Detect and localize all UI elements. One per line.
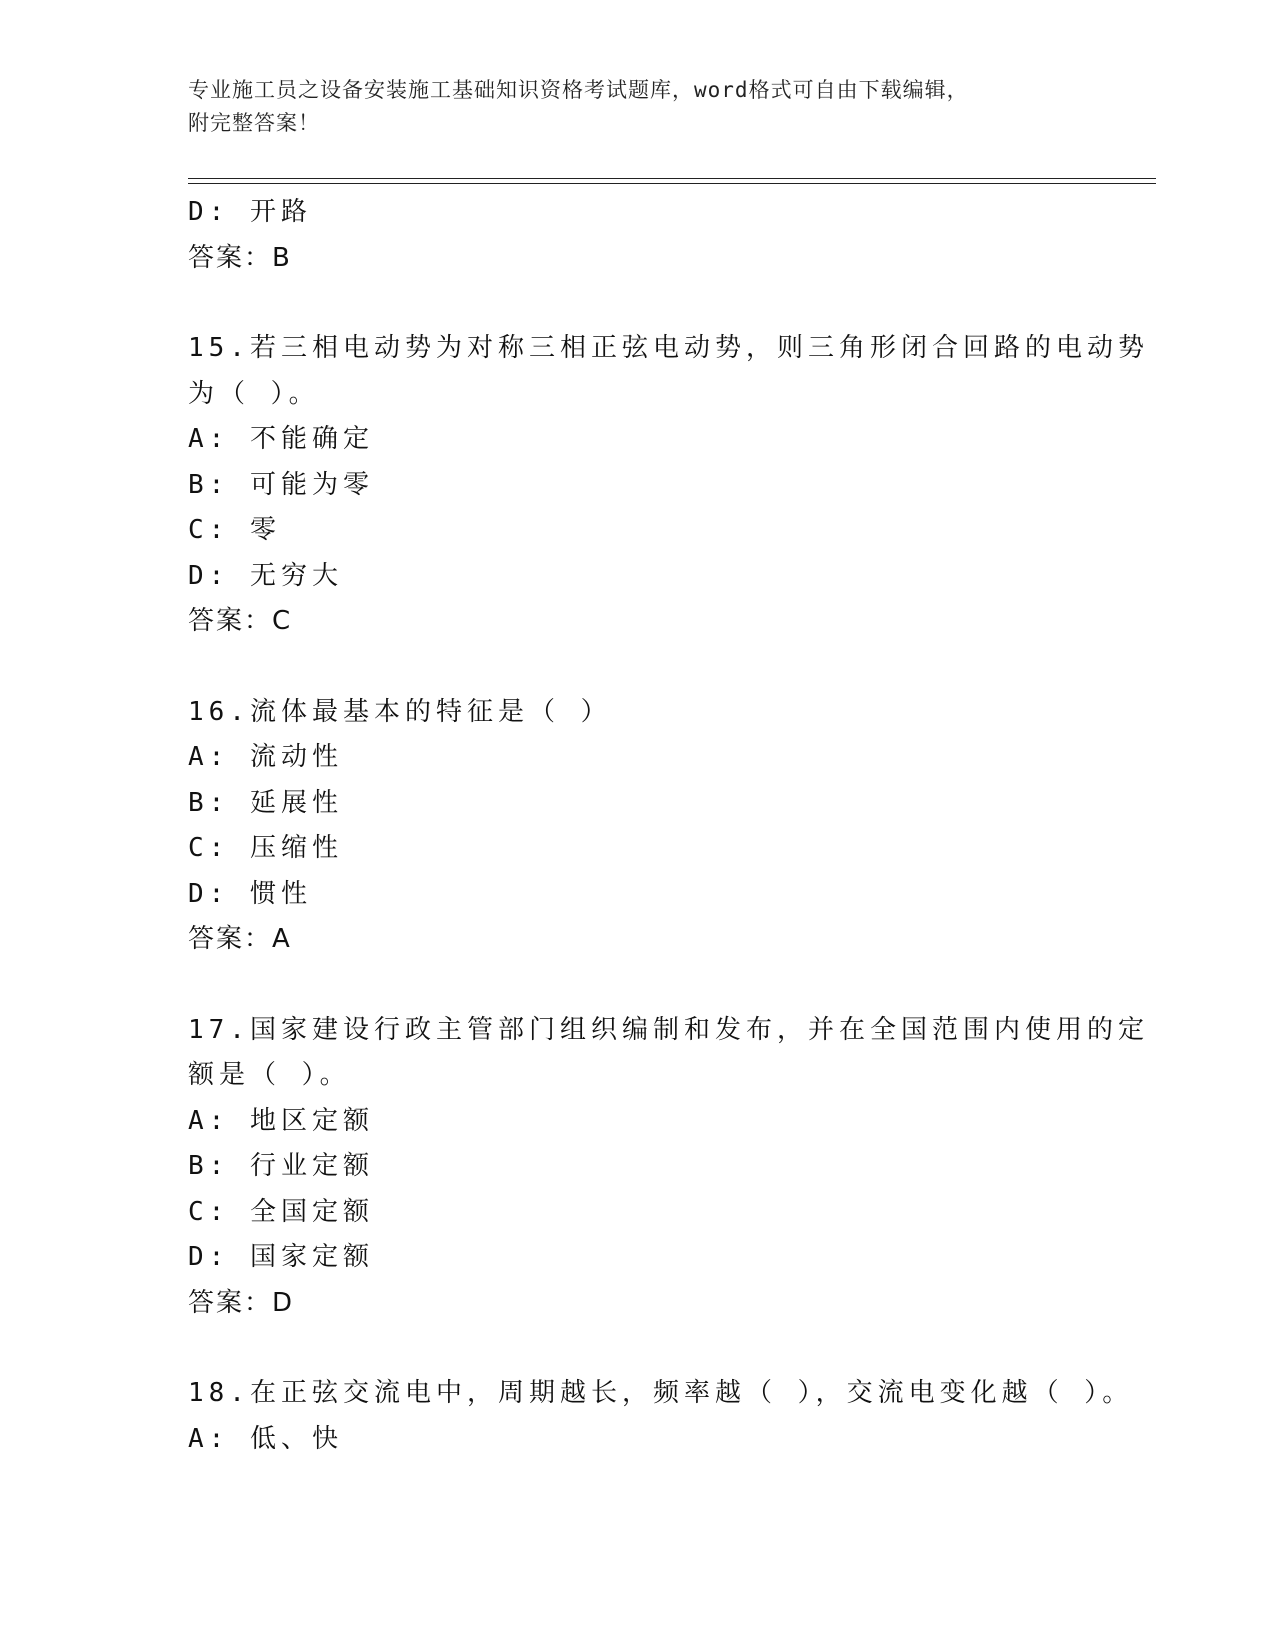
option-c: C: 全国定额 — [188, 1196, 374, 1227]
header-rule-top — [188, 178, 1156, 179]
option-b: B: 可能为零 — [188, 469, 374, 500]
option-d: D: 国家定额 — [188, 1242, 374, 1272]
question-gap — [188, 645, 1088, 690]
header-line-1: 专业施工员之设备安装施工基础知识资格考试题库，word格式可自由下载编辑， — [188, 78, 969, 102]
option-b: B: 行业定额 — [188, 1151, 374, 1181]
option-a: A: 流动性 — [188, 742, 343, 772]
option-c: C: 压缩性 — [188, 833, 343, 863]
question-text-continued: 为（ ）。 — [188, 378, 320, 409]
answer-line: 答案：D — [188, 1287, 295, 1318]
option-a: A: 低、快 — [188, 1423, 343, 1454]
question-text: 17.国家建设行政主管部门组织编制和发布，并在全国范围内使用的定 — [188, 1014, 1149, 1045]
document-header — [188, 74, 1088, 140]
option-a: A: 不能确定 — [188, 424, 374, 454]
option-a: A: 地区定额 — [188, 1105, 374, 1136]
header-rule-bottom — [188, 183, 1156, 184]
option-b: B: 延展性 — [188, 787, 343, 818]
question-block-14 — [188, 190, 1088, 281]
header-line-2: 附完整答案！ — [188, 111, 320, 135]
question-text-continued: 额是（ ）。 — [188, 1060, 351, 1090]
question-text: 15.若三相电动势为对称三相正弦电动势，则三角形闭合回路的电动势 — [188, 333, 1149, 363]
answer-line: 答案：A — [188, 924, 292, 954]
question-block-16 — [188, 690, 1088, 963]
option-d: D: 开路 — [188, 197, 312, 227]
question-text: 16.流体最基本的特征是（ ） — [188, 696, 612, 727]
answer-line: 答案：B — [188, 242, 292, 273]
option-c: C: 零 — [188, 515, 281, 545]
question-gap — [188, 281, 1088, 326]
answer-line: 答案：C — [188, 606, 293, 636]
question-list — [188, 190, 1149, 1462]
question-block-17 — [188, 1008, 1149, 1327]
question-block-15 — [188, 326, 1149, 645]
question-block-18 — [188, 1371, 1134, 1462]
option-d: D: 惯性 — [188, 878, 312, 909]
question-gap — [188, 963, 1088, 1008]
question-text: 18.在正弦交流电中，周期越长，频率越（ ），交流电变化越（ ）。 — [188, 1378, 1134, 1408]
question-gap — [188, 1326, 1088, 1371]
option-d: D: 无穷大 — [188, 560, 343, 591]
